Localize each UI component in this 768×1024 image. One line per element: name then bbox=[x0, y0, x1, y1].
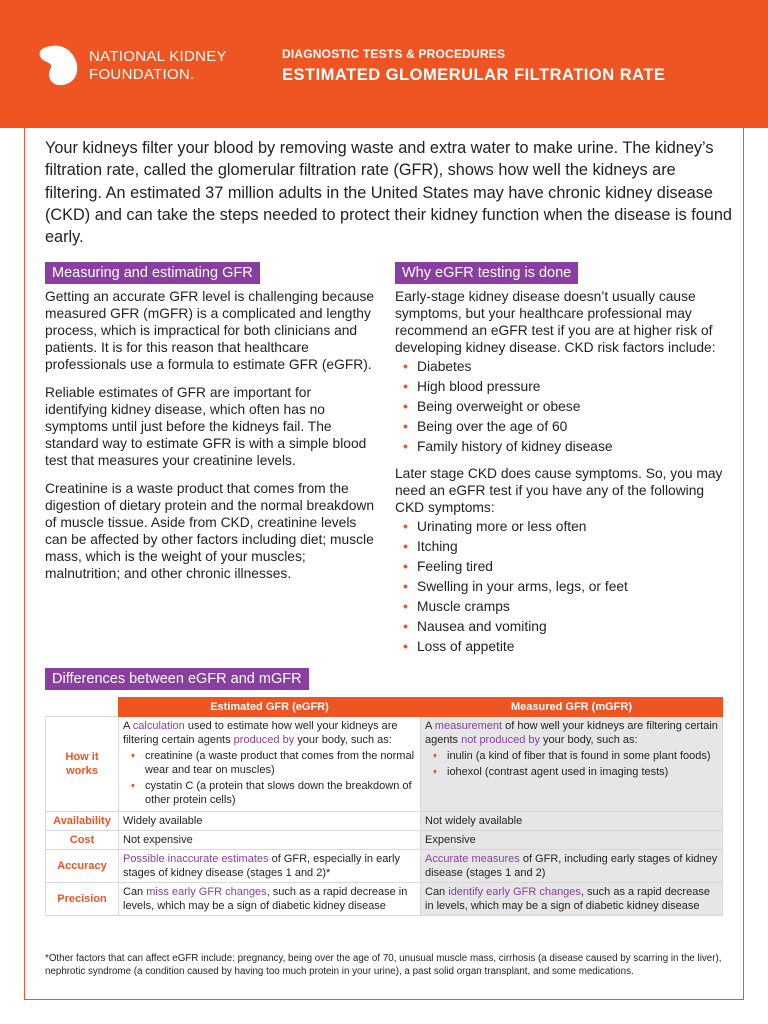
list-item: • Being over the age of 60 bbox=[403, 418, 725, 435]
highlight-text: identify early GFR changes bbox=[448, 886, 581, 898]
heading-why: Why eGFR testing is done bbox=[395, 262, 578, 284]
cell-precision-mgfr bbox=[421, 883, 723, 916]
table-header-row bbox=[46, 698, 723, 717]
left-paragraph: Getting an accurate GFR level is challenging because measured GFR (mGFR) is a complicated and lengthy process, which is impractical for both clinicians and patients. It is for this reason that healthcare professionals use a formula to estimate GFR (eGFR). bbox=[45, 289, 375, 372]
text: your body, such as: bbox=[539, 734, 638, 746]
table-row bbox=[46, 850, 723, 883]
org-name-line1: NATIONAL KIDNEY bbox=[89, 48, 227, 65]
row-header-cost: Cost bbox=[46, 831, 119, 850]
row-header-precision: Precision bbox=[46, 883, 119, 916]
list-item: • Feeling tired bbox=[403, 558, 725, 575]
footnote: *Other factors that can affect eGFR include: pregnancy, being over the age of 70, unusual muscle mass, cirrhosis (a disease caused by scarring in the liver), nephrotic syndrome (a condition caused by having too much protein in your urine), a past solid organ transplant, and some medications. bbox=[45, 953, 722, 977]
col-header-egfr: Estimated GFR (eGFR) bbox=[119, 698, 421, 717]
cell-accuracy-egfr bbox=[119, 850, 421, 883]
cell-accuracy-mgfr bbox=[421, 850, 723, 883]
highlight-text: not produced by bbox=[461, 734, 540, 746]
list-item: • creatinine (a waste product that comes from the normal wear and tear on muscles) bbox=[131, 749, 416, 777]
mgfr-agent-list bbox=[425, 749, 718, 779]
egfr-agent-list bbox=[123, 749, 416, 807]
cell-cost-mgfr: Expensive bbox=[421, 831, 723, 850]
cell-how-egfr bbox=[119, 717, 421, 812]
org-name-line2: FOUNDATION. bbox=[89, 66, 195, 83]
text: Can bbox=[425, 886, 449, 898]
row-header-how: How it works bbox=[46, 717, 119, 812]
text: of GFR, especially in early stages of kidney disease (stages 1 and 2)* bbox=[123, 853, 400, 879]
list-item: • Nausea and vomiting bbox=[403, 618, 725, 635]
list-item: • Muscle cramps bbox=[403, 598, 725, 615]
org-name bbox=[89, 48, 227, 84]
text: A bbox=[425, 720, 435, 732]
table-row bbox=[46, 831, 723, 850]
frame-bottom bbox=[24, 999, 744, 1000]
highlight-text: measurement bbox=[434, 720, 503, 732]
highlight-text: Accurate measures bbox=[425, 853, 520, 865]
symptom-list bbox=[395, 518, 725, 655]
list-item: • Urinating more or less often bbox=[403, 518, 725, 535]
table-row bbox=[46, 883, 723, 916]
table-row bbox=[46, 812, 723, 831]
right-paragraph: Early-stage kidney disease doesn’t usually cause symptoms, but your healthcare professional may recommend an eGFR test if you are at higher risk of developing kidney disease. CKD risk factors include: bbox=[395, 289, 716, 355]
kidney-bean-icon bbox=[38, 44, 80, 86]
cell-cost-egfr: Not expensive bbox=[119, 831, 421, 850]
left-column bbox=[45, 288, 375, 593]
comparison-table bbox=[45, 697, 723, 916]
text: of GFR, including early stages of kidney disease (stages 1 and 2) bbox=[425, 853, 718, 879]
cell-availability-mgfr: Not widely available bbox=[421, 812, 723, 831]
list-item: • iohexol (contrast agent used in imaging tests) bbox=[433, 765, 718, 779]
text: A bbox=[123, 720, 133, 732]
col-header-mgfr: Measured GFR (mGFR) bbox=[421, 698, 723, 717]
header-banner bbox=[0, 0, 768, 128]
list-item: • cystatin C (a protein that slows down the breakdown of other protein cells) bbox=[131, 779, 416, 807]
cell-how-mgfr bbox=[421, 717, 723, 812]
list-item: • Loss of appetite bbox=[403, 638, 725, 655]
table-corner bbox=[46, 698, 119, 717]
highlight-text: produced by bbox=[233, 734, 295, 746]
page-title: ESTIMATED GLOMERULAR FILTRATION RATE bbox=[282, 66, 666, 84]
row-header-availability: Availability bbox=[46, 812, 119, 831]
heading-differences: Differences between eGFR and mGFR bbox=[45, 668, 309, 690]
heading-measuring: Measuring and estimating GFR bbox=[45, 262, 260, 284]
text: , such as a rapid decrease in levels, which may be a sign of diabetic kidney disease bbox=[425, 886, 710, 912]
text: of how well your kidneys are filtering certain agents bbox=[425, 720, 718, 746]
list-item: • Being overweight or obese bbox=[403, 398, 725, 415]
cell-precision-egfr bbox=[119, 883, 421, 916]
list-item: • Diabetes bbox=[403, 358, 725, 375]
right-column bbox=[395, 288, 725, 665]
cell-availability-egfr: Widely available bbox=[119, 812, 421, 831]
left-paragraph: Creatinine is a waste product that comes from the digestion of dietary protein and the normal breakdown of muscle tissue. Aside from CKD, creatinine levels can be affected by other factors including diet; muscle mass, which is the weight of your muscles; malnutrition; and other chronic illnesses. bbox=[45, 481, 375, 581]
list-item: • Swelling in your arms, legs, or feet bbox=[403, 578, 725, 595]
intro-paragraph: Your kidneys filter your blood by removing waste and extra water to make urine. The kidney’s filtration rate, called the glomerular filtration rate (GFR), shows how well the kidneys are filtering. An estimated 37 million adults in the United States may have chronic kidney disease (CKD) and can take the steps needed to protect their kidney function when the disease is found early. bbox=[45, 139, 732, 247]
list-item: • High blood pressure bbox=[403, 378, 725, 395]
left-paragraph: Reliable estimates of GFR are important for identifying kidney disease, which often has no symptoms until just before the kidneys fail. The standard way to estimate GFR is with a simple blood test that measures your creatinine levels. bbox=[45, 385, 367, 468]
text: your body, such as: bbox=[294, 734, 392, 746]
risk-factor-list bbox=[395, 358, 725, 455]
table-row bbox=[46, 717, 723, 812]
text: , such as a rapid decrease in levels, which may be a sign of diabetic kidney disease bbox=[123, 886, 408, 912]
list-item: • inulin (a kind of fiber that is found in some plant foods) bbox=[433, 749, 718, 763]
category-kicker: DIAGNOSTIC TESTS & PROCEDURES bbox=[282, 47, 506, 61]
list-item: • Family history of kidney disease bbox=[403, 438, 725, 455]
frame-right bbox=[743, 128, 744, 1000]
frame-left bbox=[24, 128, 25, 1000]
highlight-text: calculation bbox=[132, 720, 185, 732]
highlight-text: Possible inaccurate estimates bbox=[123, 853, 269, 865]
right-paragraph: Later stage CKD does cause symptoms. So, you may need an eGFR test if you have any of the following CKD symptoms: bbox=[395, 466, 723, 515]
list-item: • Itching bbox=[403, 538, 725, 555]
highlight-text: miss early GFR changes bbox=[146, 886, 267, 898]
text: Can bbox=[123, 886, 147, 898]
row-header-accuracy: Accuracy bbox=[46, 850, 119, 883]
text: used to estimate how well your kidneys are filtering certain agents bbox=[123, 720, 398, 746]
